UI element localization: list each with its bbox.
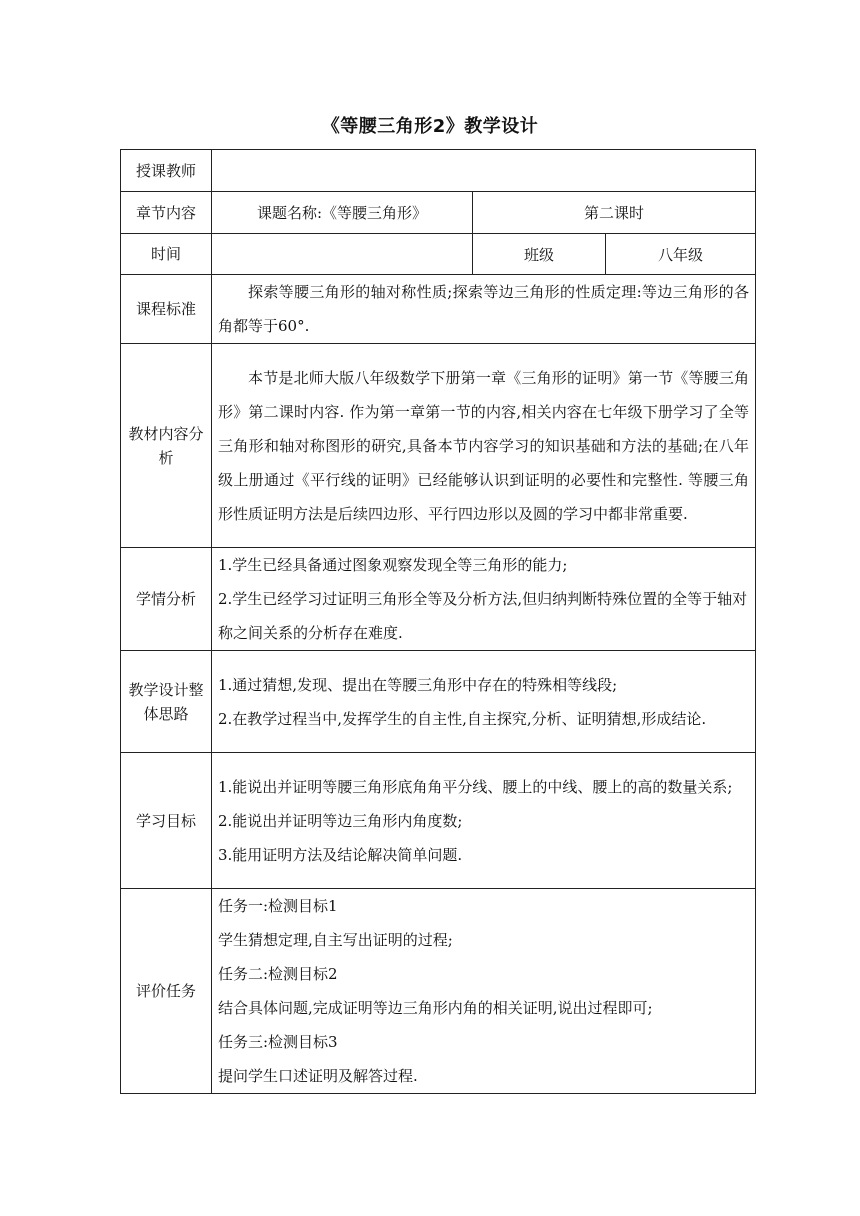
evaluation-item: 任务三:检测目标3 — [218, 1033, 338, 1051]
evaluation-item: 提问学生口述证明及解答过程. — [218, 1067, 418, 1085]
material-text: 本节是北师大版八年级数学下册第一章《三角形的证明》第一节《等腰三角形》第二课时内容. 作为第一章第一节的内容,相关内容在七年级下册学习了全等三角形和轴对称图形的研究,具备本节内容学习的知识基础和方法的基础;在八年级上册通过《平行线的证明》已经能够认识到证明的必要性和完整性. 等腰三角形性质证明方法是后续四边形、平行四边形以及圆的学习中都非常重要. — [218, 368, 750, 523]
row-standard — [121, 275, 756, 344]
row-evaluation — [121, 889, 756, 1094]
material-label: 教材内容分析 — [121, 344, 212, 548]
chapter-period: 第二课时 — [473, 192, 756, 234]
grade-value: 八年级 — [606, 234, 756, 275]
evaluation-item: 结合具体问题,完成证明等边三角形内角的相关证明,说出过程即可; — [218, 999, 653, 1017]
chapter-label: 章节内容 — [121, 192, 212, 234]
time-value — [212, 234, 473, 275]
evaluation-label: 评价任务 — [121, 889, 212, 1094]
goals-item: 3.能用证明方法及结论解决简单问题. — [218, 845, 463, 864]
row-time — [121, 234, 756, 275]
standard-label: 课程标准 — [121, 275, 212, 344]
teacher-value — [212, 150, 756, 192]
row-teacher — [121, 150, 756, 192]
row-goals — [121, 753, 756, 889]
chapter-topic: 课题名称:《等腰三角形》 — [212, 192, 473, 234]
evaluation-item: 学生猜想定理,自主写出证明的过程; — [218, 931, 453, 949]
design-label: 教学设计整体思路 — [121, 651, 212, 753]
design-item: 1.通过猜想,发现、提出在等腰三角形中存在的特殊相等线段; — [218, 675, 618, 694]
goals-item: 2.能说出并证明等边三角形内角度数; — [218, 811, 463, 830]
students-item: 2.学生已经学习过证明三角形全等及分析方法,但归纳判断特殊位置的全等于轴对称之间关系的分析存在难度. — [218, 590, 748, 642]
lesson-plan-table — [120, 149, 756, 1094]
teacher-label: 授课教师 — [121, 150, 212, 192]
row-students — [121, 548, 756, 651]
goals-label: 学习目标 — [121, 753, 212, 889]
class-label: 班级 — [473, 234, 606, 275]
row-material — [121, 344, 756, 548]
standard-text: 探索等腰三角形的轴对称性质;探索等边三角形的性质定理:等边三角形的各角都等于60°. — [218, 283, 750, 335]
time-label: 时间 — [121, 234, 212, 275]
students-label: 学情分析 — [121, 548, 212, 651]
document-title: 《等腰三角形2》教学设计 — [321, 116, 539, 137]
evaluation-item: 任务一:检测目标1 — [218, 897, 338, 915]
row-chapter — [121, 192, 756, 234]
row-design — [121, 651, 756, 753]
students-item: 1.学生已经具备通过图象观察发现全等三角形的能力; — [218, 556, 568, 574]
evaluation-item: 任务二:检测目标2 — [218, 965, 338, 983]
goals-item: 1.能说出并证明等腰三角形底角角平分线、腰上的中线、腰上的高的数量关系; — [218, 777, 733, 796]
design-item: 2.在教学过程当中,发挥学生的自主性,自主探究,分析、证明猜想,形成结论. — [218, 709, 707, 728]
